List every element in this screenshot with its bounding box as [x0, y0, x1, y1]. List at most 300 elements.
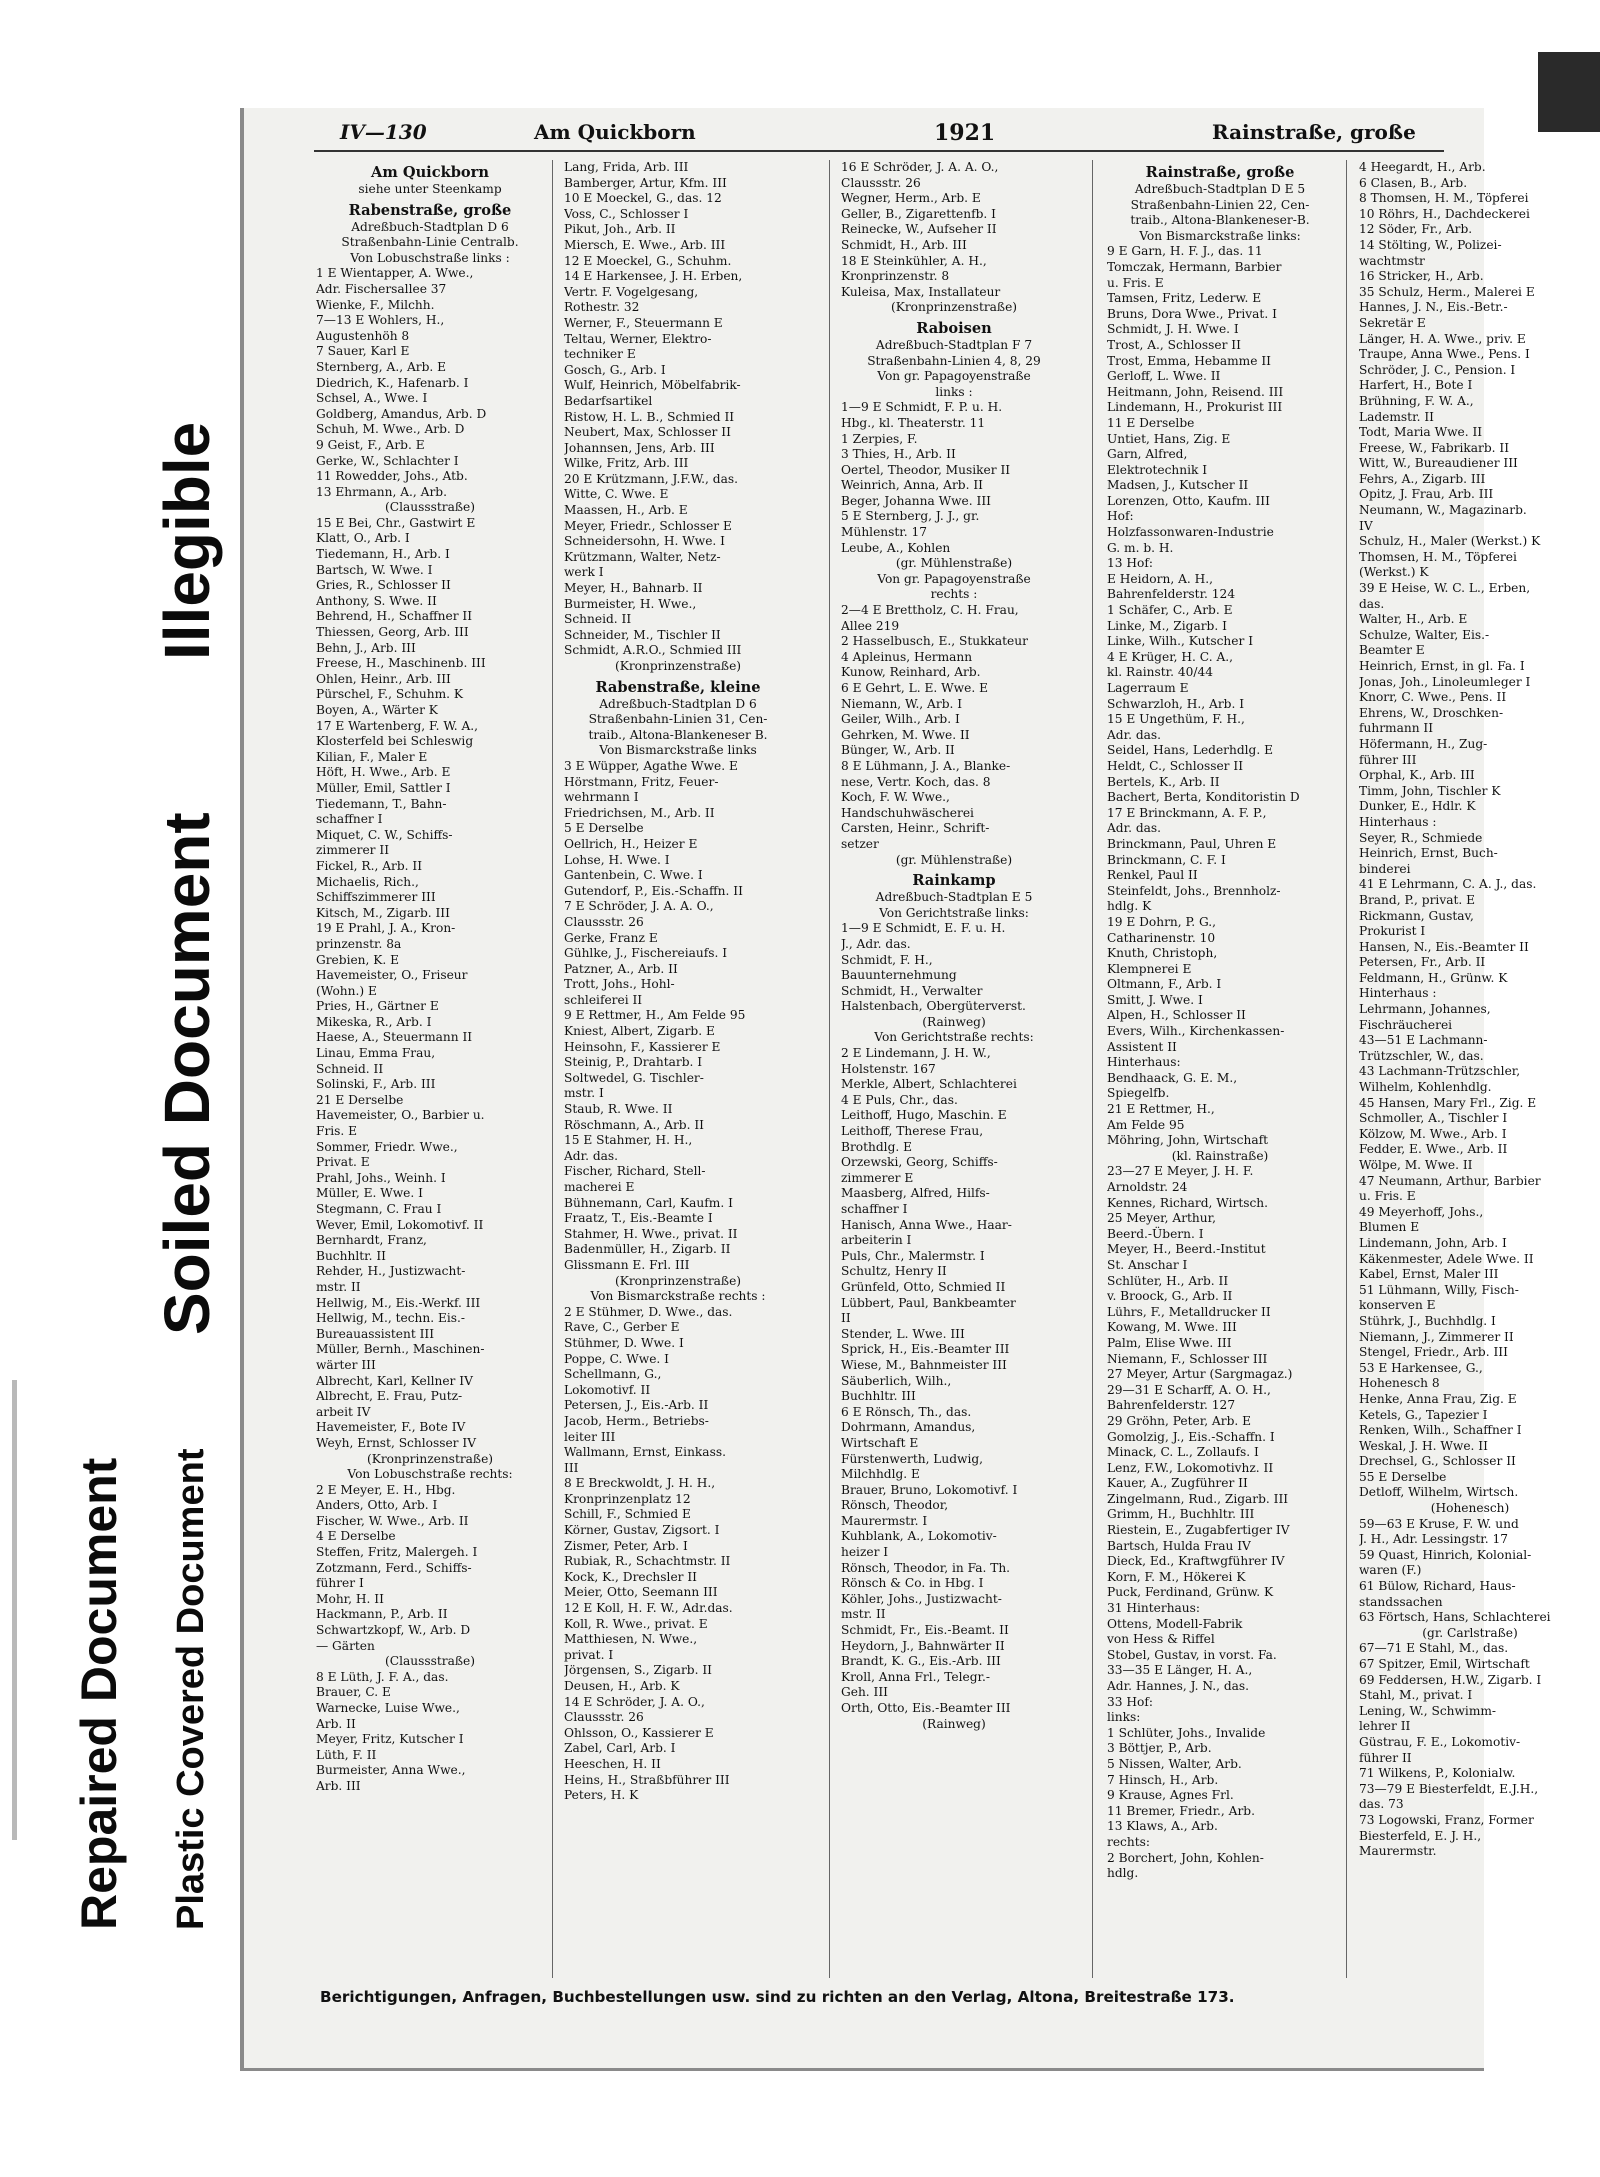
- directory-entry: 13 Hof:: [1107, 556, 1153, 571]
- directory-entry: Hackmann, P., Arb. II: [316, 1607, 448, 1622]
- directory-entry: 29 Gröhn, Peter, Arb. E: [1107, 1413, 1252, 1428]
- directory-entry: Bahrenfelderstr. 124: [1107, 587, 1236, 602]
- directory-entry: Todt, Maria Wwe. II: [1359, 425, 1483, 440]
- directory-entry: Claussstr. 26: [841, 175, 921, 190]
- directory-entry: Bühnemann, Carl, Kaufm. I: [564, 1195, 733, 1210]
- directory-entry: Zingelmann, Rud., Zigarb. III: [1107, 1491, 1289, 1506]
- directory-entry: Lindemann, John, Arb. I: [1359, 1235, 1507, 1250]
- directory-entry: Tiedemann, H., Arb. I: [316, 547, 450, 562]
- directory-entry: Schwartzkopf, W., Arb. D: [316, 1623, 471, 1638]
- directory-entry: Rickmann, Gustav,: [1359, 908, 1474, 923]
- directory-entry: Soltwedel, G. Tischler-: [564, 1070, 704, 1085]
- section-note: Von gr. Papagoyenstraße: [877, 369, 1031, 384]
- directory-entry: Sternberg, A., Arb. E: [316, 359, 447, 374]
- directory-entry: 9 Geist, F., Arb. E: [316, 437, 425, 452]
- directory-entry: zimmerer II: [316, 843, 390, 858]
- directory-entry: Badenmüller, H., Zigarb. II: [564, 1242, 731, 1257]
- directory-entry: Kilian, F., Maler E: [316, 749, 428, 764]
- directory-entry: binderei: [1359, 861, 1411, 876]
- directory-entry: Dunker, E., Hdlr. K: [1359, 799, 1476, 814]
- directory-entry: Garn, Alfred,: [1107, 447, 1188, 462]
- directory-entry: Adr. das.: [564, 1148, 619, 1163]
- directory-entry: Knorr, C. Wwe., Pens. II: [1359, 690, 1507, 705]
- directory-entry: Mühlenstr. 17: [841, 525, 928, 540]
- directory-entry: waren (F.): [1359, 1563, 1422, 1578]
- directory-entry: Voss, C., Schlosser I: [564, 206, 689, 221]
- directory-entry: 18 E Steinkühler, A. H.,: [841, 253, 987, 268]
- directory-entry: Hbg., kl. Theaterstr. 11: [841, 415, 986, 430]
- section-note: rechts :: [930, 587, 978, 602]
- directory-entry: 33—35 E Länger, H. A.,: [1107, 1663, 1253, 1678]
- directory-entry: 7—13 E Wohlers, H.,: [316, 313, 445, 328]
- directory-entry: Schwarzloh, H., Arb. I: [1107, 696, 1245, 711]
- directory-entry: standssachen: [1359, 1594, 1443, 1609]
- directory-entry: 69 Feddersen, H.W., Zigarb. I: [1359, 1672, 1542, 1687]
- directory-entry: Rönsch & Co. in Hbg. I: [841, 1576, 984, 1591]
- directory-entry: Elektrotechnik I: [1107, 462, 1208, 477]
- directory-entry: Bernhardt, Franz,: [316, 1233, 427, 1248]
- directory-entry: Kitsch, M., Zigarb. III: [316, 905, 450, 920]
- directory-entry: 67—71 E Stahl, M., das.: [1359, 1641, 1509, 1656]
- directory-entry: 17 E Brinckmann, A. F. P.,: [1107, 805, 1267, 820]
- directory-entry: Lüth, F. II: [316, 1747, 377, 1762]
- directory-entry: Jacob, Herm., Betriebs-: [564, 1413, 709, 1428]
- directory-entry: Hörstmann, Fritz, Feuer-: [564, 774, 719, 789]
- street-heading: Am Quickborn: [371, 164, 489, 181]
- directory-entry: 3 E Wüpper, Agathe Wwe. E: [564, 758, 738, 773]
- section-note: (Rainweg): [922, 1716, 986, 1731]
- section-note: Von Bismarckstraße rechts :: [590, 1289, 766, 1304]
- directory-entry: Heins, H., Straßbführer III: [564, 1772, 730, 1787]
- directory-entry: Bahrenfelderstr. 127: [1107, 1398, 1236, 1413]
- directory-entry: 10 Röhrs, H., Dachdeckerei: [1359, 206, 1530, 221]
- directory-entry: 9 Krause, Agnes Frl.: [1107, 1788, 1234, 1803]
- directory-entry: Knuth, Christoph,: [1107, 946, 1218, 961]
- directory-entry: Thiessen, Georg, Arb. III: [316, 625, 469, 640]
- directory-entry: das.: [1359, 596, 1385, 611]
- directory-entry: Renkel, Paul II: [1107, 868, 1198, 883]
- directory-entry: 1 E Wientapper, A. Wwe.,: [316, 266, 474, 281]
- directory-column-2: [564, 160, 792, 1978]
- directory-entry: Peters, H. K: [564, 1788, 639, 1803]
- directory-entry: Bachert, Berta, Konditoristin D: [1107, 790, 1300, 805]
- directory-entry: Palm, Elise Wwe. III: [1107, 1335, 1232, 1350]
- directory-entry: Prokurist I: [1359, 924, 1426, 939]
- condition-labels: [0, 0, 240, 2177]
- directory-entry: Jonas, Joh., Linoleumleger I: [1359, 674, 1531, 689]
- directory-entry: 11 Bremer, Friedr., Arb.: [1107, 1803, 1255, 1818]
- directory-entry: Wilke, Fritz, Arb. III: [564, 456, 689, 471]
- directory-entry: Wever, Emil, Lokomotivf. II: [316, 1217, 484, 1232]
- directory-entry: Gühlke, J., Fischereiaufs. I: [564, 946, 728, 961]
- directory-entry: Albrecht, E. Frau, Putz-: [316, 1389, 463, 1404]
- section-note: Adreßbuch-Stadtplan F 7: [875, 337, 1033, 352]
- directory-entry: Fürstenwerth, Ludwig,: [841, 1451, 984, 1466]
- directory-entry: Boyen, A., Wärter K: [316, 703, 438, 717]
- directory-entry: Heldt, C., Schlosser II: [1107, 758, 1244, 773]
- directory-entry: führer I: [316, 1576, 364, 1591]
- directory-entry: 6 E Gehrt, L. E. Wwe. E: [841, 681, 988, 695]
- directory-entry: Schneider, M., Tischler II: [564, 627, 721, 642]
- directory-entry: Lorenzen, Otto, Kaufm. III: [1107, 493, 1270, 508]
- directory-entry: Pries, H., Gärtner E: [316, 999, 439, 1014]
- directory-entry: Ehrens, W., Droschken-: [1359, 705, 1504, 720]
- directory-entry: Kowang, M. Wwe. III: [1107, 1320, 1237, 1335]
- directory-entry: Bedarfsartikel: [564, 393, 653, 408]
- last-street-heading: Rainstraße, große: [1212, 120, 1416, 144]
- directory-entry: Schill, F., Schmied E: [564, 1507, 691, 1522]
- column-divider: [1346, 160, 1347, 1978]
- directory-entry: 4 Apleinus, Hermann: [841, 649, 973, 664]
- directory-entry: schleiferei II: [564, 992, 643, 1007]
- directory-entry: Brühning, F. W. A.,: [1359, 393, 1474, 408]
- directory-entry: Evers, Wilh., Kirchenkassen-: [1107, 1024, 1285, 1039]
- directory-entry: 59—63 E Kruse, F. W. und: [1359, 1516, 1519, 1531]
- directory-entry: 8 E Breckwoldt, J. H. H.,: [564, 1476, 716, 1491]
- directory-entry: Schmidt, F. H.,: [841, 952, 933, 967]
- directory-entry: 23—27 E Meyer, J. H. F.: [1107, 1164, 1254, 1179]
- directory-entry: Hinterhaus:: [1107, 1055, 1181, 1070]
- directory-entry: Staub, R. Wwe. II: [564, 1102, 673, 1117]
- directory-entry: 21 E Rettmer, H.,: [1107, 1102, 1215, 1117]
- directory-entry: Riestein, E., Zugabfertiger IV: [1107, 1523, 1290, 1538]
- directory-entry: Alpen, H., Schlosser II: [1107, 1008, 1246, 1023]
- directory-entry: Schmidt, A.R.O., Schmied III: [564, 643, 742, 658]
- directory-entry: Rubiak, R., Schachtmstr. II: [564, 1554, 731, 1569]
- section-note: (Hohenesch): [1430, 1501, 1510, 1516]
- directory-entry: 2 Hasselbusch, E., Stukkateur: [841, 634, 1028, 649]
- directory-entry: wachtmstr: [1359, 253, 1425, 268]
- directory-entry: III: [564, 1460, 579, 1475]
- directory-entry: Klosterfeld bei Schleswig: [316, 734, 474, 749]
- directory-entry: 25 Meyer, Arthur,: [1107, 1211, 1216, 1226]
- directory-entry: Henke, Anna Frau, Zig. E: [1359, 1391, 1517, 1406]
- directory-entry: Gerke, Franz E: [564, 930, 658, 945]
- directory-entry: Maurermstr. I: [841, 1513, 928, 1528]
- directory-entry: Tamsen, Fritz, Lederw. E: [1107, 291, 1262, 306]
- directory-entry: Stahl, M., privat. I: [1359, 1688, 1473, 1703]
- directory-entry: 6 Clasen, B., Arb.: [1359, 175, 1468, 190]
- directory-entry: Pikut, Joh., Arb. II: [564, 222, 676, 237]
- directory-entry: Heinrich, Ernst, in gl. Fa. I: [1359, 659, 1525, 673]
- directory-entry: Rönsch, Theodor, in Fa. Th.: [841, 1560, 1011, 1575]
- directory-entry: Schmidt, H., Arb. III: [841, 237, 967, 252]
- directory-entry: Linke, M., Zigarb. I: [1107, 618, 1227, 633]
- directory-entry: Gutendorf, P., Eis.-Schaffn. II: [564, 883, 743, 898]
- directory-entry: Diedrich, K., Hafenarb. I: [316, 375, 469, 390]
- directory-entry: von Hess & Riffel: [1107, 1632, 1215, 1647]
- directory-entry: 10 E Moeckel, G., das. 12: [564, 191, 722, 206]
- directory-entry: Bauunternehmung: [841, 968, 957, 983]
- directory-entry: Mikeska, R., Arb. I: [316, 1014, 432, 1029]
- directory-entry: 43—51 E Lachmann-: [1359, 1033, 1488, 1048]
- directory-entry: 29—31 E Scharff, A. O. H.,: [1107, 1382, 1271, 1397]
- directory-entry: Wienke, F., Milchh.: [316, 297, 435, 312]
- directory-entry: Röschmann, A., Arb. II: [564, 1117, 704, 1132]
- directory-entry: Schulze, Walter, Eis.-: [1359, 627, 1490, 642]
- directory-entry: Sprick, H., Eis.-Beamter III: [841, 1342, 1010, 1357]
- directory-entry: (Werkst.) K: [1359, 565, 1429, 580]
- directory-entry: Fischer, W. Wwe., Arb. II: [316, 1513, 469, 1528]
- directory-entry: 13 Klaws, A., Arb.: [1107, 1819, 1218, 1834]
- directory-entry: fuhrmann II: [1359, 721, 1434, 736]
- directory-entry: G. m. b. H.: [1107, 540, 1174, 555]
- section-note: Adreßbuch-Stadtplan D 6: [351, 219, 509, 234]
- directory-entry: nese, Vertr. Koch, das. 8: [841, 774, 991, 789]
- directory-entry: Burmeister, Anna Wwe.,: [316, 1763, 466, 1778]
- directory-entry: 67 Spitzer, Emil, Wirtschaft: [1359, 1657, 1530, 1671]
- directory-entry: lehrer II: [1359, 1719, 1411, 1734]
- directory-entry: Puck, Ferdinand, Grünw. K: [1107, 1585, 1274, 1600]
- directory-entry: Schneid. II: [564, 612, 632, 627]
- directory-entry: Linau, Emma Frau,: [316, 1046, 436, 1061]
- directory-entry: 15 E Ungethüm, F. H.,: [1107, 712, 1245, 727]
- directory-entry: 51 Lühmann, Willy, Fisch-: [1359, 1282, 1519, 1297]
- directory-entry: Beerd.-Übern. I: [1107, 1226, 1204, 1241]
- directory-entry: Körner, Gustav, Zigsort. I: [564, 1523, 720, 1538]
- directory-entry: J. H., Adr. Lessingstr. 17: [1359, 1532, 1509, 1547]
- directory-entry: Zotzmann, Ferd., Schiffs-: [316, 1560, 472, 1575]
- directory-entry: 59 Quast, Hinrich, Kolonial-: [1359, 1547, 1532, 1562]
- directory-entry: 5 Nissen, Walter, Arb.: [1107, 1756, 1242, 1771]
- directory-entry: Blumen E: [1359, 1220, 1420, 1235]
- directory-entry: Assistent II: [1107, 1039, 1177, 1054]
- directory-entry: Feldmann, H., Grünw. K: [1359, 970, 1508, 985]
- directory-entry: Bartsch, Hulda Frau IV: [1107, 1538, 1251, 1553]
- directory-entry: Meyer, Friedr., Schlosser E: [564, 518, 732, 533]
- directory-entry: Stührk, J., Buchhdlg. I: [1359, 1313, 1496, 1328]
- directory-entry: Wirtschaft E: [841, 1435, 919, 1450]
- directory-entry: heizer I: [841, 1545, 889, 1560]
- directory-entry: Schröder, J. C., Pension. I: [1359, 362, 1516, 377]
- street-heading: Raboisen: [916, 319, 992, 337]
- directory-entry: 9 E Rettmer, H., Am Felde 95: [564, 1008, 746, 1023]
- directory-entry: J., Adr. das.: [841, 936, 911, 951]
- header-rule: [314, 150, 1444, 152]
- directory-entry: Brothdlg. E: [841, 1139, 913, 1154]
- directory-entry: Stobel, Gustav, in vorst. Fa.: [1107, 1647, 1277, 1662]
- directory-entry: das. 73: [1359, 1797, 1404, 1812]
- directory-entry: Hinterhaus :: [1359, 814, 1437, 829]
- directory-entry: Koch, F. W. Wwe.,: [841, 790, 950, 805]
- directory-entry: Fehrs, A., Zigarb. III: [1359, 471, 1486, 486]
- directory-entry: Neubert, Max, Schlosser II: [564, 425, 731, 440]
- section-note: Adreßbuch-Stadtplan E 5: [875, 890, 1033, 905]
- section-note: Von Lobuschstraße rechts:: [347, 1467, 513, 1482]
- directory-entry: Schmidt, H., Verwalter: [841, 983, 983, 998]
- section-note: (Kronprinzenstraße): [614, 659, 742, 673]
- directory-entry: Buchhltr. III: [841, 1389, 916, 1404]
- directory-entry: Warnecke, Luise Wwe.,: [316, 1701, 460, 1715]
- label-plastic-covered-document: Plastic Covered Document: [170, 1448, 212, 1930]
- directory-entry: 19 E Dohrn, P. G.,: [1107, 914, 1217, 929]
- directory-entry: IV: [1359, 518, 1373, 533]
- directory-entry: 7 E Schröder, J. A. A. O.,: [564, 899, 714, 914]
- directory-entry: privat. I: [564, 1647, 614, 1662]
- directory-entry: Spiegelfb.: [1107, 1086, 1170, 1101]
- directory-entry: 8 E Lühmann, J. A., Blanke-: [841, 758, 1011, 773]
- label-soiled-document: Soiled Document: [151, 812, 223, 1335]
- directory-entry: Dieck, Ed., Kraftwgführer IV: [1107, 1554, 1285, 1569]
- section-note: (Kronprinzenstraße): [890, 300, 1018, 315]
- directory-entry: Lehrmann, Johannes,: [1359, 1002, 1491, 1017]
- directory-entry: Holstenstr. 167: [841, 1061, 936, 1076]
- directory-entry: Orzewski, Georg, Schiffs-: [841, 1155, 998, 1170]
- directory-entry: Albrecht, Karl, Kellner IV: [316, 1373, 473, 1388]
- directory-entry: Trost, Emma, Hebamme II: [1107, 353, 1271, 368]
- directory-entry: Rehder, H., Justizwacht-: [316, 1264, 466, 1279]
- section-note: (Kronprinzenstraße): [366, 1451, 494, 1466]
- directory-entry: 16 Stricker, H., Arb.: [1359, 269, 1484, 284]
- section-note: Von Gerichtstraße rechts:: [874, 1030, 1034, 1045]
- directory-entry: 1 Schlüter, Johs., Invalide: [1107, 1725, 1266, 1740]
- directory-entry: Stengel, Friedr., Arb. III: [1359, 1345, 1508, 1360]
- directory-entry: 53 E Harkensee, G.,: [1359, 1360, 1483, 1375]
- column-divider: [1092, 160, 1093, 1978]
- directory-entry: 3 Thies, H., Arb. II: [841, 447, 956, 462]
- directory-entry: Claussstr. 26: [564, 914, 644, 929]
- directory-entry: Gosch, G., Arb. I: [564, 362, 666, 377]
- directory-entry: Gehrken, M. Wwe. II: [841, 727, 970, 742]
- directory-entry: Holzfassonwaren-Industrie: [1107, 525, 1274, 540]
- directory-entry: Opitz, J. Frau, Arb. III: [1359, 487, 1494, 502]
- section-note: (kl. Rainstraße): [1171, 1148, 1269, 1163]
- directory-entry: Ketels, G., Tapezier I: [1359, 1407, 1488, 1422]
- directory-entry: Miersch, E. Wwe., Arb. III: [564, 237, 726, 252]
- directory-entry: Gries, R., Schlosser II: [316, 578, 451, 593]
- directory-entry: Lenz, F.W., Lokomotivhz. II: [1107, 1460, 1274, 1475]
- directory-entry: Niemann, J., Zimmerer II: [1359, 1329, 1514, 1344]
- directory-entry: Bendhaack, G. E. M.,: [1107, 1070, 1238, 1085]
- directory-entry: Rothestr. 32: [564, 300, 640, 315]
- directory-entry: (Wohn.) E: [316, 983, 377, 998]
- directory-entry: Deusen, H., Arb. K: [564, 1679, 680, 1693]
- directory-entry: Sekretär E: [1359, 315, 1426, 330]
- directory-entry: Wölpe, M. Wwe. II: [1359, 1158, 1473, 1172]
- directory-entry: 8 Thomsen, H. M., Töpferei: [1359, 191, 1529, 206]
- directory-entry: Brand, P., privat. E: [1359, 892, 1476, 907]
- section-note: Von Bismarckstraße links:: [1139, 228, 1301, 243]
- directory-entry: zimmerer E: [841, 1170, 914, 1185]
- directory-entry: Kronprinzenplatz 12: [564, 1491, 691, 1506]
- directory-entry: Ottens, Modell-Fabrik: [1107, 1616, 1243, 1631]
- directory-entry: Höft, H. Wwe., Arb. E: [316, 765, 451, 780]
- directory-entry: schaffner I: [841, 1202, 908, 1216]
- directory-entry: Schmidt, J. H. Wwe. I: [1107, 322, 1239, 337]
- directory-entry: Schneidersohn, H. Wwe. I: [564, 534, 725, 549]
- directory-entry: Hellwig, M., techn. Eis.-: [316, 1311, 466, 1326]
- directory-entry: führer II: [1359, 1750, 1412, 1765]
- directory-entry: 33 Hof:: [1107, 1694, 1153, 1709]
- directory-entry: 9 E Garn, H. F. J., das. 11: [1107, 244, 1263, 259]
- directory-entry: 4 E Derselbe: [316, 1529, 396, 1544]
- directory-entry: Maassen, H., Arb. E: [564, 503, 688, 518]
- directory-entry: 1 Schäfer, C., Arb. E: [1107, 603, 1233, 618]
- directory-entry: Brandt, K. G., Eis.-Arb. III: [841, 1654, 1001, 1669]
- directory-entry: Weskal, J. H. Wwe. II: [1359, 1438, 1488, 1453]
- directory-entry: Privat. E: [316, 1155, 370, 1170]
- section-note: traib., Altona-Blankeneser-B.: [1130, 213, 1310, 228]
- directory-entry: 1 Zerpies, F.: [841, 431, 918, 446]
- directory-entry: Müller, Bernh., Maschinen-: [316, 1342, 485, 1357]
- directory-entry: Käkenmester, Adele Wwe. II: [1359, 1251, 1534, 1266]
- section-note: Straßenbahn-Linie Centralb.: [341, 235, 519, 250]
- section-note: Von Bismarckstraße links: [599, 743, 757, 758]
- directory-entry: 14 Stölting, W., Polizei-: [1359, 237, 1502, 252]
- directory-entry: Kniest, Albert, Zigarb. E: [564, 1024, 715, 1039]
- section-note: traib., Altona-Blankeneser B.: [588, 727, 768, 742]
- directory-entry: Leube, A., Kohlen: [841, 540, 951, 555]
- directory-entry: Harfert, H., Bote I: [1359, 378, 1473, 393]
- directory-entry: Schellmann, G.,: [564, 1367, 662, 1382]
- directory-entry: Hansen, N., Eis.-Beamter II: [1359, 939, 1529, 954]
- directory-entry: leiter III: [564, 1429, 616, 1444]
- section-note: Adreßbuch-Stadtplan D E 5: [1134, 182, 1306, 196]
- directory-entry: Witte, C. Wwe. E: [564, 487, 669, 502]
- directory-entry: Hanisch, Anna Wwe., Haar-: [841, 1217, 1012, 1232]
- directory-entry: Walter, H., Arb. E: [1359, 612, 1468, 627]
- directory-entry: 4 Heegardt, H., Arb.: [1359, 160, 1486, 174]
- directory-entry: 2—4 E Brettholz, C. H. Frau,: [841, 603, 1019, 618]
- directory-entry: Linke, Wilh., Kutscher I: [1107, 634, 1254, 649]
- directory-entry: Kronprinzenstr. 8: [841, 269, 950, 284]
- directory-entry: Stahmer, H. Wwe., privat. II: [564, 1226, 738, 1241]
- directory-column-4: [1107, 160, 1333, 1978]
- directory-entry: Rönsch, Theodor,: [841, 1498, 949, 1513]
- directory-entry: Schneid. II: [316, 1061, 384, 1076]
- directory-entry: Schultz, Henry II: [841, 1264, 947, 1279]
- directory-entry: E Heidorn, A. H.,: [1107, 571, 1213, 586]
- directory-entry: Seyer, R., Schmiede: [1359, 830, 1483, 845]
- directory-entry: Buchhltr. II: [316, 1248, 386, 1263]
- directory-entry: Madsen, J., Kutscher II: [1107, 478, 1249, 493]
- section-note: links :: [935, 384, 973, 399]
- directory-entry: Fickel, R., Arb. II: [316, 858, 423, 873]
- directory-entry: mstr. II: [841, 1607, 886, 1622]
- directory-entry: Weyh, Ernst, Schlosser IV: [316, 1435, 476, 1450]
- directory-entry: Schmidt, Fr., Eis.-Beamt. II: [841, 1623, 1009, 1638]
- section-note: (Kronprinzenstraße): [614, 1273, 742, 1288]
- column-divider: [552, 160, 553, 1978]
- directory-entry: Neumann, W., Magazinarb.: [1359, 503, 1527, 518]
- directory-entry: Behrend, H., Schaffner II: [316, 609, 473, 624]
- directory-entry: Anthony, S. Wwe. II: [316, 593, 437, 608]
- directory-entry: Leithoff, Therese Frau,: [841, 1124, 984, 1139]
- directory-entry: kl. Rainstr. 40/44: [1107, 665, 1214, 680]
- directory-entry: Schiffszimmerer III: [316, 890, 436, 905]
- directory-entry: Halstenbach, Obergüterverst.: [841, 999, 1026, 1014]
- directory-entry: 55 E Derselbe: [1359, 1469, 1447, 1484]
- directory-entry: Heydorn, J., Bahnwärter II: [841, 1638, 1005, 1653]
- directory-entry: Hof:: [1107, 509, 1134, 524]
- directory-entry: Minack, C. L., Zollaufs. I: [1107, 1445, 1259, 1460]
- directory-column-5: [1359, 160, 1581, 1978]
- directory-entry: Lening, W., Schwimm-: [1359, 1703, 1497, 1718]
- directory-entry: 12 E Moeckel, G., Schuhm.: [564, 253, 732, 268]
- directory-entry: rechts:: [1107, 1834, 1150, 1849]
- section-note: Adreßbuch-Stadtplan D 6: [599, 696, 757, 711]
- directory-entry: Glissmann E. Frl. III: [564, 1257, 690, 1272]
- directory-entry: Petersen, Fr., Arb. II: [1359, 955, 1486, 970]
- directory-entry: Ristow, H. L. B., Schmied II: [564, 409, 735, 424]
- directory-entry: Untiet, Hans, Zig. E: [1107, 431, 1231, 446]
- directory-entry: Friedrichsen, M., Arb. II: [564, 805, 715, 820]
- directory-entry: 49 Meyerhoff, Johs.,: [1359, 1204, 1484, 1219]
- directory-entry: Hannes, J. N., Eis.-Betr.-: [1359, 300, 1508, 315]
- directory-entry: Burmeister, H. Wwe.,: [564, 596, 697, 611]
- directory-entry: Petersen, J., Eis.-Arb. II: [564, 1398, 709, 1413]
- directory-entry: Trost, A., Schlosser II: [1107, 337, 1241, 352]
